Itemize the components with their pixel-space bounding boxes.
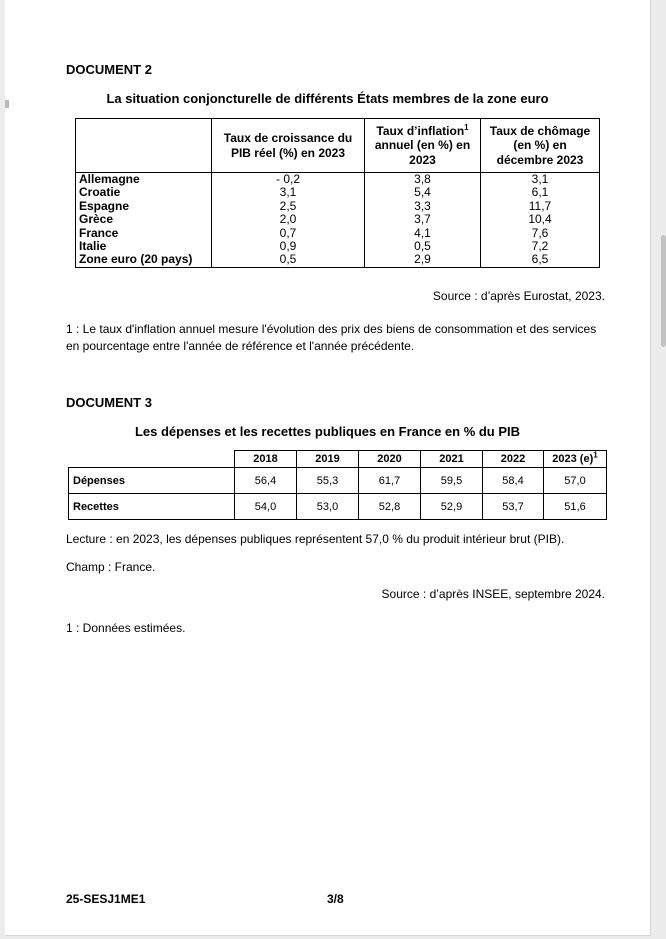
table-header-row <box>76 119 600 173</box>
unemployment-cell: 10,4 <box>481 213 600 226</box>
inflation-header-rest: annuel (en %) en 2023 <box>374 138 471 167</box>
inflation-cell: 3,3 <box>365 200 481 213</box>
growth-cell: 2,5 <box>212 200 365 213</box>
growth-cell: - 0,2 <box>212 173 365 187</box>
document-3-footnote: 1 : Données estimées. <box>66 621 186 635</box>
empty-header-cell <box>69 451 235 468</box>
value-cell: 53,0 <box>297 494 359 520</box>
country-cell: France <box>76 227 212 240</box>
document-2-label: DOCUMENT 2 <box>66 62 152 77</box>
table-row <box>76 200 600 213</box>
unemployment-header: Taux de chômage (en %) en décembre 2023 <box>481 119 600 173</box>
value-cell: 53,7 <box>483 494 544 520</box>
table-header-row <box>69 451 607 468</box>
exam-code: 25-SESJ1ME1 <box>66 892 146 906</box>
year-header: 2021 <box>421 451 483 468</box>
unemployment-cell: 6,1 <box>481 186 600 199</box>
document-2-title: La situation conjoncturelle de différents États membres de la zone euro <box>106 91 549 106</box>
inflation-header <box>365 119 481 173</box>
empty-header-cell <box>76 119 212 173</box>
document-3-scope: Champ : France. <box>66 560 156 574</box>
country-cell: Grèce <box>76 213 212 226</box>
table-row <box>76 186 600 199</box>
year-header: 2019 <box>297 451 359 468</box>
row-label: Dépenses <box>69 468 235 494</box>
value-cell: 58,4 <box>483 468 544 494</box>
document-3-title: Les dépenses et les recettes publiques en France en % du PIB <box>134 424 521 439</box>
document-page <box>5 0 651 936</box>
unemployment-cell: 3,1 <box>481 173 600 187</box>
growth-cell: 0,7 <box>212 227 365 240</box>
inflation-header-main: Taux d’inflation <box>376 123 465 138</box>
year-header: 2022 <box>483 451 544 468</box>
table-row <box>76 240 600 253</box>
year-header: 2018 <box>235 451 297 468</box>
country-cell: Espagne <box>76 200 212 213</box>
page-number: 3/8 <box>327 892 344 906</box>
growth-cell: 0,9 <box>212 240 365 253</box>
value-cell: 52,9 <box>421 494 483 520</box>
year-header: 2020 <box>359 451 421 468</box>
document-2-footnote: 1 : Le taux d'inflation annuel mesure l'évolution des prix des biens de consommation et des services en pourcentage entre l'année de référence et l'année précédente. <box>66 322 597 353</box>
unemployment-cell: 7,2 <box>481 240 600 253</box>
value-cell: 51,6 <box>544 494 607 520</box>
value-cell: 52,8 <box>359 494 421 520</box>
value-cell: 57,0 <box>544 468 607 494</box>
euro-zone-situation-table <box>75 118 600 268</box>
document-2-source: Source : d’après Eurostat, 2023. <box>432 289 605 303</box>
table-row <box>69 468 607 494</box>
value-cell: 59,5 <box>421 468 483 494</box>
table-row <box>76 213 600 226</box>
inflation-cell: 0,5 <box>365 240 481 253</box>
inflation-cell: 3,7 <box>365 213 481 226</box>
inflation-cell: 3,8 <box>365 173 481 187</box>
value-cell: 55,3 <box>297 468 359 494</box>
unemployment-cell: 11,7 <box>481 200 600 213</box>
growth-cell: 0,5 <box>212 253 365 267</box>
table-row <box>69 494 607 520</box>
estimated-footnote-ref: 1 <box>593 450 598 460</box>
year-header-label: 2023 (e) <box>552 453 594 465</box>
inflation-footnote-ref: 1 <box>464 122 469 132</box>
year-header-estimated <box>544 451 607 468</box>
inflation-cell: 5,4 <box>365 186 481 199</box>
document-3-label: DOCUMENT 3 <box>66 395 152 410</box>
country-cell: Allemagne <box>76 173 212 187</box>
scrollbar-thumb[interactable] <box>661 235 666 347</box>
table-row <box>76 227 600 240</box>
public-finances-table <box>68 450 607 520</box>
country-cell: Croatie <box>76 186 212 199</box>
value-cell: 54,0 <box>235 494 297 520</box>
unemployment-cell: 7,6 <box>481 227 600 240</box>
growth-cell: 3,1 <box>212 186 365 199</box>
value-cell: 56,4 <box>235 468 297 494</box>
inflation-cell: 4,1 <box>365 227 481 240</box>
row-label: Recettes <box>69 494 235 520</box>
value-cell: 61,7 <box>359 468 421 494</box>
growth-header: Taux de croissance du PIB réel (%) en 2023 <box>212 119 365 173</box>
country-cell: Italie <box>76 240 212 253</box>
country-cell: Zone euro (20 pays) <box>76 253 212 267</box>
table-row <box>76 173 600 187</box>
inflation-cell: 2,9 <box>365 253 481 267</box>
document-3-reading-note: Lecture : en 2023, les dépenses publiques représentent 57,0 % du produit intérieur brut (PIB). <box>66 532 565 546</box>
document-3-source: Source : d’après INSEE, septembre 2024. <box>381 587 605 601</box>
unemployment-cell: 6,5 <box>481 253 600 267</box>
growth-cell: 2,0 <box>212 213 365 226</box>
table-row <box>76 253 600 267</box>
